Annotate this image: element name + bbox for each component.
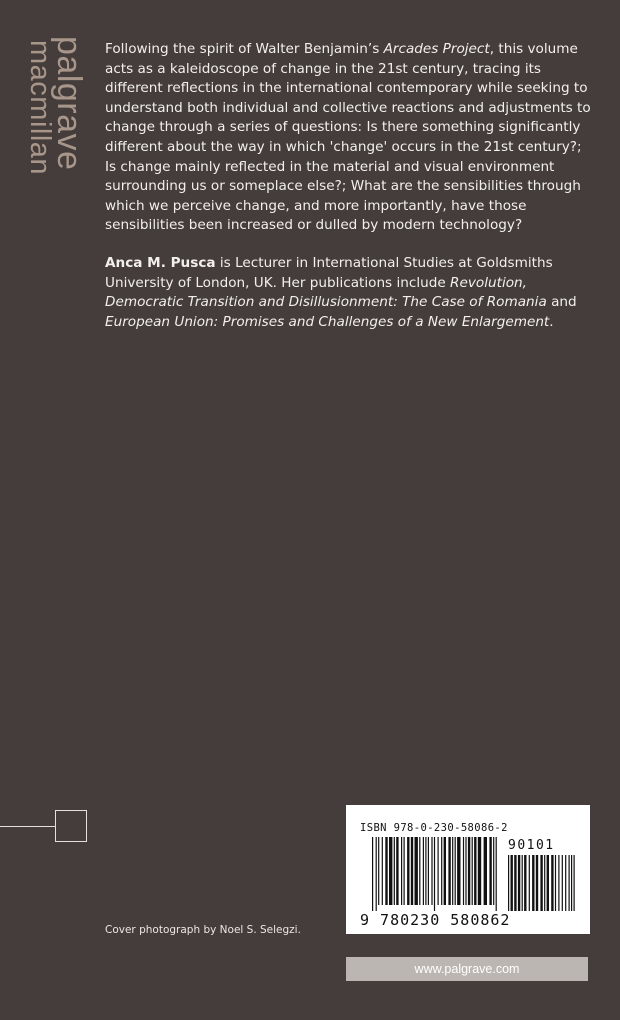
barcode-bar bbox=[419, 837, 420, 905]
logo-palgrave: palgrave bbox=[50, 36, 88, 171]
barcode-addon-bar bbox=[574, 855, 575, 911]
decorative-square bbox=[55, 810, 87, 842]
barcode-addon-bar bbox=[562, 855, 563, 911]
barcode-bar bbox=[463, 837, 464, 905]
publisher-url[interactable]: www.palgrave.com bbox=[346, 957, 588, 981]
barcode-addon-bar bbox=[547, 855, 549, 911]
barcode-bar bbox=[441, 837, 442, 905]
barcode-addon-bar bbox=[529, 855, 530, 911]
barcode-bar bbox=[493, 837, 494, 905]
publisher-logo bbox=[18, 36, 88, 186]
barcode-bar bbox=[444, 837, 446, 905]
barcode-bar bbox=[382, 837, 383, 905]
barcode-bar bbox=[478, 837, 481, 905]
barcode-addon-bar bbox=[536, 855, 538, 911]
barcode-addon-bar bbox=[571, 855, 572, 911]
barcode-addon-bar bbox=[540, 855, 542, 911]
barcode-addon-bar bbox=[532, 855, 534, 911]
photo-credit: Cover photograph by Noel S. Selegzi. bbox=[105, 924, 301, 936]
barcode-addon-bar bbox=[524, 855, 526, 911]
isbn-barcode bbox=[346, 805, 590, 934]
barcode-addon-bar bbox=[555, 855, 556, 911]
blurb-part-2: , this volume acts as a kaleidoscope of change in the 21st century, tracing its different reflections in the international contemporary while seeking to understand both individual and collective reactions and adjustments to change through a series of questions: Is there something significantly different about the way in which 'change' occurs in the 21st century?; Is change mainly reflected in the material and visual environment surrounding us or someplace else?; What are the sensibilities through which we perceive change, and more importantly, have those sensibilities been increased or dulled by modern technology? bbox=[105, 41, 591, 234]
barcode-bar bbox=[474, 837, 476, 905]
barcode-bar bbox=[468, 837, 470, 905]
barcode-addon-bar bbox=[558, 855, 559, 911]
blurb-part-1: Following the spirit of Walter Benjamin’s bbox=[105, 41, 384, 57]
barcode-bar bbox=[385, 837, 387, 905]
bio-text-3: . bbox=[549, 313, 554, 330]
barcode-bar bbox=[428, 837, 429, 905]
book-title-2: European Union: Promises and Challenges of a New Enlargement bbox=[105, 313, 550, 330]
barcode-bar bbox=[425, 837, 426, 905]
barcode-addon-bar bbox=[508, 855, 509, 911]
barcode-addon-bar bbox=[569, 855, 570, 911]
barcode-bar bbox=[496, 837, 497, 911]
barcode-bar bbox=[465, 837, 466, 905]
barcode-bar bbox=[407, 837, 409, 905]
barcode-addon-bar bbox=[565, 855, 566, 911]
decorative-rule bbox=[0, 826, 56, 827]
barcode-bar bbox=[376, 837, 377, 911]
barcode-bar bbox=[457, 837, 460, 905]
barcode-addon-bar bbox=[514, 855, 516, 911]
barcode-bar bbox=[411, 837, 413, 905]
barcode-bar bbox=[489, 837, 491, 905]
barcode-addon-bar bbox=[518, 855, 520, 911]
book-title-1: Revolution, Democratic Transition and Disillusionment: The Case of Romania bbox=[105, 274, 547, 311]
barcode-bar bbox=[472, 837, 473, 905]
barcode-addon-bar bbox=[551, 855, 553, 911]
barcode-addon-bar bbox=[511, 855, 513, 911]
barcode-digits: 9 780230 580862 bbox=[360, 911, 511, 929]
blurb-text bbox=[105, 40, 593, 236]
barcode-bar bbox=[484, 837, 487, 905]
logo-macmillan: macmillan bbox=[24, 40, 56, 176]
author-name: Anca M. Pusca bbox=[105, 255, 216, 271]
barcode-bar bbox=[372, 837, 373, 911]
barcode-addon-bar bbox=[522, 855, 523, 911]
isbn-label: ISBN 978-0-230-58086-2 bbox=[360, 822, 508, 834]
barcode-bar bbox=[455, 837, 456, 905]
barcode-bar bbox=[423, 837, 424, 905]
barcode-addon-digits: 90101 bbox=[508, 838, 555, 853]
barcode-bar bbox=[396, 837, 398, 905]
barcode-bar bbox=[401, 837, 402, 905]
bio-text-2: and bbox=[546, 294, 577, 311]
barcode-bar bbox=[389, 837, 392, 905]
barcode-addon-bar bbox=[544, 855, 545, 911]
barcode-bar bbox=[438, 837, 439, 905]
barcode-bar bbox=[448, 837, 450, 905]
barcode-bar bbox=[434, 837, 435, 911]
barcode-bar bbox=[415, 837, 418, 905]
bio-text-1: is Lecturer in International Studies at Goldsmiths University of London, UK. Her publications include bbox=[105, 255, 553, 291]
barcode-bar bbox=[378, 837, 379, 905]
author-bio bbox=[105, 254, 593, 332]
barcode-bar bbox=[404, 837, 405, 905]
barcode-bar bbox=[394, 837, 395, 905]
blurb-title-italic: Arcades Project bbox=[383, 41, 490, 57]
barcode-bar bbox=[452, 837, 453, 905]
barcode-bar bbox=[431, 837, 432, 905]
